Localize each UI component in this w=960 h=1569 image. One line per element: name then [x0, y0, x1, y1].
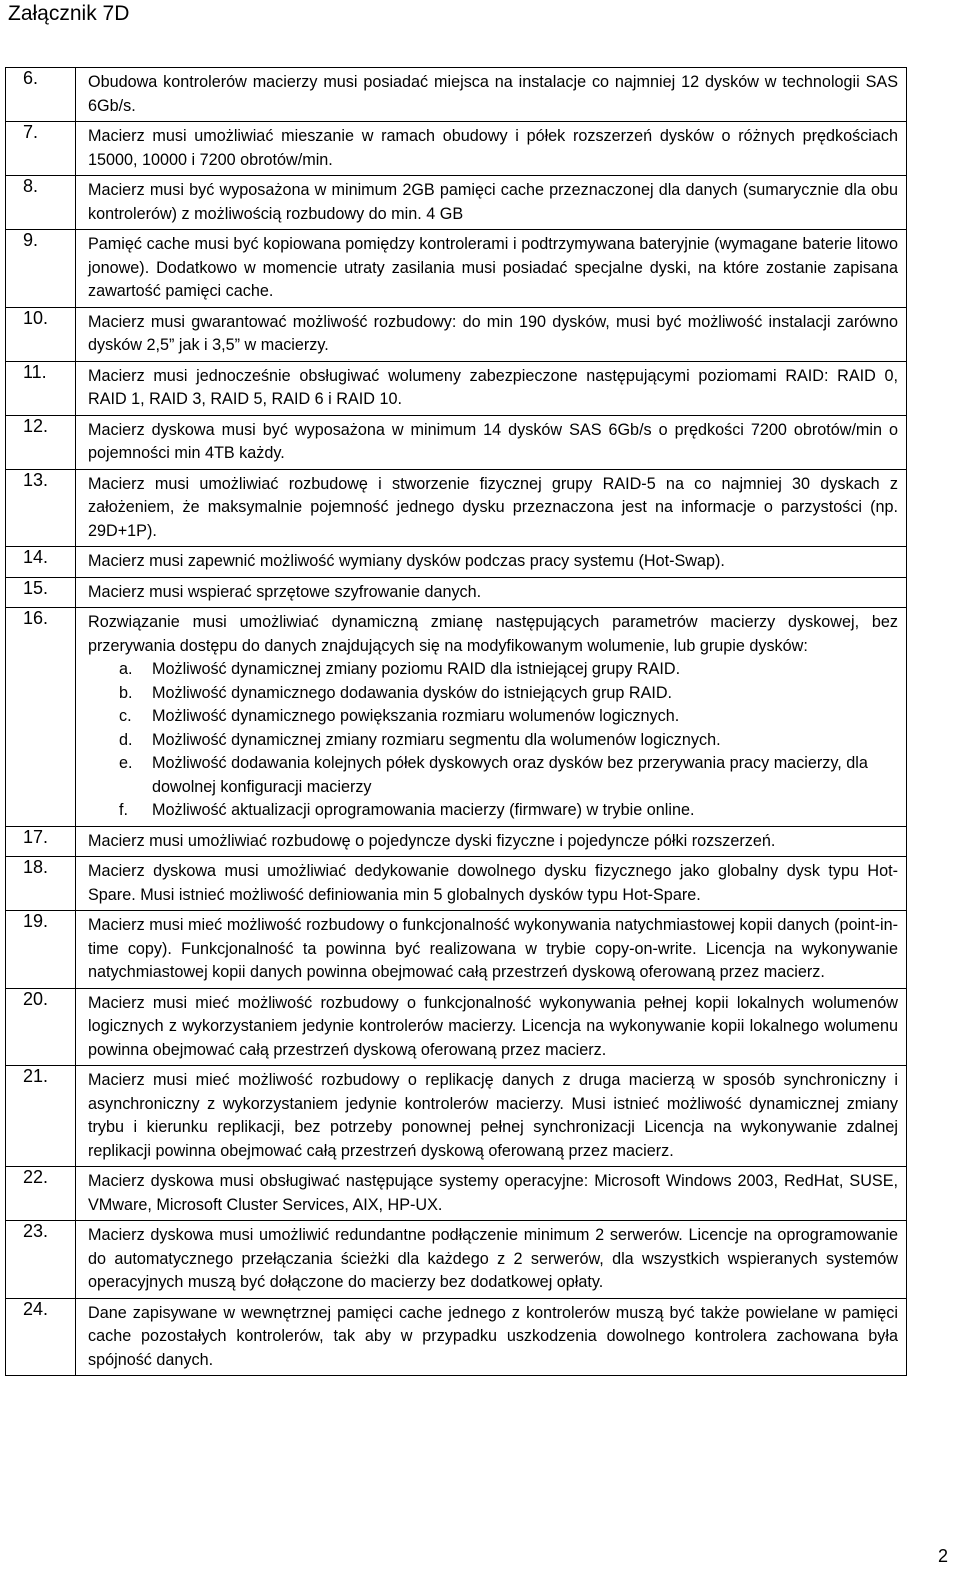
- sublist-item: [88, 799, 898, 823]
- requirement-row: [6, 547, 907, 578]
- requirement-number-cell: [6, 826, 76, 857]
- sublist-item: [88, 682, 898, 706]
- requirement-text-cell: [76, 415, 907, 469]
- requirement-row: [6, 1298, 907, 1376]
- requirement-text-cell: [76, 1066, 907, 1167]
- requirement-number: 12.: [23, 415, 49, 436]
- requirement-number: 15.: [23, 577, 49, 598]
- requirement-number: 24.: [23, 1298, 49, 1319]
- requirement-number: 23.: [23, 1221, 49, 1241]
- requirement-number: 17.: [23, 826, 49, 847]
- requirement-number: 10.: [23, 307, 49, 328]
- requirement-number-cell: [6, 547, 76, 578]
- sublist-item-text: Możliwość aktualizacji oprogramowania macierzy (firmware) w trybie online.: [152, 801, 695, 819]
- requirement-text: Macierz musi być wyposażona w minimum 2GB pamięci cache przeznaczonej dla danych (sumarycznie dla obu kontrolerów) z możliwością rozbudowy do min. 4 GB: [88, 181, 898, 223]
- requirement-number: 14.: [23, 547, 49, 567]
- requirement-text: Macierz musi mieć możliwość rozbudowy o replikację danych z druga macierzą w sposób synchroniczny i asynchroniczny z wykorzystaniem jedynie kontrolerów macierzy. Musi istnieć możliwość dynamicznej zmiany trybu i kierunku replikacji, bez potrzeby ponownej pełnej synchronizacji Licencja na wykonywanie zdalnej replikacji powinna obejmować całą przestrzeń dyskową oferowaną przez macierz.: [88, 1071, 898, 1160]
- requirement-row: [6, 176, 907, 230]
- requirement-number-cell: [6, 857, 76, 911]
- requirement-row: [6, 415, 907, 469]
- requirement-text: Macierz musi jednocześnie obsługiwać wolumeny zabezpieczone następującymi poziomami RAID: RAID 0, RAID 1, RAID 3, RAID 5, RAID 6 i RAID 10.: [88, 366, 898, 408]
- requirement-number-cell: [6, 988, 76, 1066]
- sublist-item-letter: c.: [119, 707, 132, 725]
- requirement-text: Macierz musi umożliwiać rozbudowę o pojedyncze dyski fizyczne i pojedyncze półki rozszerzeń.: [88, 831, 776, 850]
- requirement-number-cell: [6, 1167, 76, 1221]
- requirement-text-cell: [76, 230, 907, 308]
- sublist-item-text: Możliwość dynamicznego powiększania rozmiaru wolumenów logicznych.: [152, 707, 680, 725]
- requirement-number: 13.: [23, 469, 49, 490]
- requirement-row: [6, 911, 907, 989]
- requirement-number-cell: [6, 415, 76, 469]
- requirement-row: [6, 1221, 907, 1299]
- sublist-item-text: Możliwość dynamicznej zmiany poziomu RAID dla istniejącej grupy RAID.: [152, 660, 681, 678]
- requirement-text-cell: [76, 857, 907, 911]
- requirement-text-cell: [76, 469, 907, 547]
- requirement-row: [6, 988, 907, 1066]
- requirement-row: [6, 230, 907, 308]
- sublist-item-letter: f.: [119, 801, 128, 819]
- requirement-row: [6, 608, 907, 827]
- sublist-item-text: Możliwość dynamicznej zmiany rozmiaru segmentu dla wolumenów logicznych.: [152, 730, 721, 749]
- requirement-number-cell: [6, 469, 76, 547]
- requirement-row: [6, 469, 907, 547]
- sublist-item-letter: a.: [119, 660, 133, 678]
- requirement-row: [6, 122, 907, 176]
- requirement-number-cell: [6, 176, 76, 230]
- requirement-number: 9.: [23, 230, 39, 250]
- requirement-number-cell: [6, 911, 76, 989]
- requirement-text-cell: [76, 988, 907, 1066]
- requirement-text-cell: [76, 361, 907, 415]
- requirement-text-cell: [76, 307, 907, 361]
- requirement-text: Macierz musi umożliwiać rozbudowę i stworzenie fizycznej grupy RAID-5 na co najmniej 30 dyskach z założeniem, że maksymalnie pojemność jednego dysku przeznaczona jest na informacje o parzystości (np. 29D+1P).: [88, 474, 898, 540]
- sublist-item: [88, 729, 898, 753]
- requirement-row: [6, 1066, 907, 1167]
- requirement-text-cell: [76, 911, 907, 989]
- sublist-item-letter: e.: [119, 754, 133, 772]
- requirement-text-cell: [76, 176, 907, 230]
- requirement-number: 6.: [23, 68, 39, 88]
- requirement-row: [6, 857, 907, 911]
- requirement-text: Obudowa kontrolerów macierzy musi posiadać miejsca na instalacje co najmniej 12 dysków w technologii SAS 6Gb/s.: [88, 73, 898, 115]
- requirement-text: Macierz dyskowa musi umożliwić redundantne podłączenie minimum 2 serwerów. Licencje na oprogramowanie do automatycznego przełączania ścieżki dla każdego z 2 serwerów, dla wszystkich wspieranych systemów operacyjnych muszą być dołączone do macierzy bez dodatkowej opłaty.: [88, 1226, 898, 1291]
- requirement-number: 11.: [23, 361, 47, 382]
- requirement-text-cell: [76, 577, 907, 608]
- requirement-text: Rozwiązanie musi umożliwiać dynamiczną zmianę następujących parametrów macierzy dyskowej, bez przerywania dostępu do danych znajdujących się na modyfikowanym wolumenie, lub grupie dysków:: [88, 613, 898, 655]
- requirement-number-cell: [6, 608, 76, 827]
- page-title: Załącznik 7D: [8, 2, 130, 25]
- requirements-table: [5, 67, 907, 1376]
- requirement-text-cell: [76, 547, 907, 578]
- requirements-table-body: [6, 68, 907, 1376]
- requirement-text-cell: [76, 1221, 907, 1299]
- requirement-number-cell: [6, 230, 76, 308]
- requirement-text: Macierz dyskowa musi umożliwiać dedykowanie dowolnego dysku fizycznego jako globalny dysk typu Hot-Spare. Musi istnieć możliwość definiowania min 5 globalnych dysków typu Hot-Spare.: [88, 862, 898, 904]
- requirement-text: Pamięć cache musi być kopiowana pomiędzy kontrolerami i podtrzymywana bateryjnie (wymagane baterie litowo jonowe). Dodatkowo w momencie utraty zasilania musi posiadać specjalne dyski, na które zostanie zapisana zawartość pamięci cache.: [88, 235, 898, 300]
- requirement-row: [6, 307, 907, 361]
- requirement-sublist: [88, 658, 898, 823]
- requirement-text: Macierz musi zapewnić możliwość wymiany dysków podczas pracy systemu (Hot-Swap).: [88, 552, 725, 570]
- requirement-row: [6, 361, 907, 415]
- requirement-text-cell: [76, 608, 907, 827]
- requirement-text-cell: [76, 1167, 907, 1221]
- requirement-number: 16.: [23, 608, 49, 628]
- requirement-number-cell: [6, 122, 76, 176]
- requirement-number-cell: [6, 577, 76, 608]
- requirement-number: 21.: [23, 1066, 49, 1086]
- requirement-number: 8.: [23, 176, 39, 196]
- requirement-number: 18.: [23, 857, 49, 877]
- requirement-number-cell: [6, 361, 76, 415]
- requirement-text-cell: [76, 122, 907, 176]
- page-number: 2: [937, 1546, 948, 1566]
- requirement-number: 7.: [23, 122, 39, 142]
- sublist-item-text: Możliwość dodawania kolejnych półek dyskowych oraz dysków bez przerywania pracy macierzy, dla dowolnej konfiguracji macierzy: [152, 754, 868, 796]
- requirement-text-cell: [76, 68, 907, 122]
- requirement-text: Macierz dyskowa musi być wyposażona w minimum 14 dysków SAS 6Gb/s o prędkości 7200 obrotów/min o pojemności min 4TB każdy.: [88, 420, 898, 462]
- requirement-row: [6, 577, 907, 608]
- requirement-text: Macierz dyskowa musi obsługiwać następujące systemy operacyjne: Microsoft Windows 2003, RedHat, SUSE, VMware, Microsoft Cluster Services, AIX, HP-UX.: [88, 1172, 898, 1214]
- sublist-item: [88, 752, 898, 799]
- sublist-item-letter: d.: [119, 730, 133, 749]
- sublist-item: [88, 658, 898, 682]
- requirement-row: [6, 826, 907, 857]
- requirement-text: Macierz musi gwarantować możliwość rozbudowy: do min 190 dysków, musi być możliwość instalacji zarówno dysków 2,5” jak i 3,5” w macierzy.: [88, 312, 898, 354]
- requirement-text: Macierz musi mieć możliwość rozbudowy o funkcjonalność wykonywania natychmiastowej kopii danych (point-in-time copy). Funkcjonalność ta powinna być realizowana w trybie copy-on-write. Licencja na wykonywanie natychmiastowej kopii danych powinna obejmować całą przestrzeń dyskową oferowaną przez macierz.: [88, 916, 898, 981]
- requirement-text-cell: [76, 1298, 907, 1376]
- requirement-text-cell: [76, 826, 907, 857]
- requirement-number: 20.: [23, 988, 49, 1009]
- requirement-number-cell: [6, 1066, 76, 1167]
- requirement-row: [6, 1167, 907, 1221]
- sublist-item-letter: b.: [119, 683, 133, 702]
- requirement-number-cell: [6, 68, 76, 122]
- requirement-number-cell: [6, 307, 76, 361]
- requirement-number: 19.: [23, 911, 49, 931]
- requirement-number: 22.: [23, 1167, 49, 1187]
- requirement-number-cell: [6, 1298, 76, 1376]
- requirement-row: [6, 68, 907, 122]
- requirement-text: Dane zapisywane w wewnętrznej pamięci cache jednego z kontrolerów muszą być także powielane w pamięci cache pozostałych kontrolerów, tak aby w przypadku uszkodzenia dowolnego kontrolera zachowana była spójność danych.: [88, 1303, 898, 1369]
- sublist-item-text: Możliwość dynamicznego dodawania dysków do istniejących grup RAID.: [152, 683, 673, 702]
- requirement-text: Macierz musi mieć możliwość rozbudowy o funkcjonalność wykonywania pełnej kopii lokalnych wolumenów logicznych z wykorzystaniem jedynie kontrolerów macierzy. Licencja na wykonywanie kopii lokalnego wolumenu powinna obejmować całą przestrzeń dyskową oferowaną przez macierz.: [88, 993, 898, 1059]
- sublist-item: [88, 705, 898, 729]
- requirement-text: Macierz musi wspierać sprzętowe szyfrowanie danych.: [88, 582, 482, 601]
- requirement-text: Macierz musi umożliwiać mieszanie w ramach obudowy i półek rozszerzeń dysków o różnych prędkościach 15000, 10000 i 7200 obrotów/min.: [88, 127, 898, 169]
- requirement-number-cell: [6, 1221, 76, 1299]
